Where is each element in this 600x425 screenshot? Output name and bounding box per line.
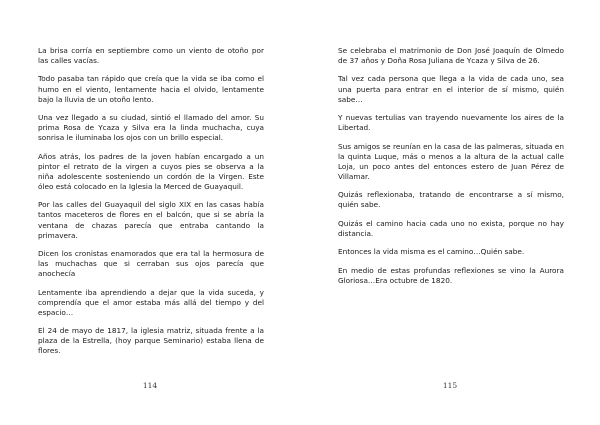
- paragraph: Entonces la vida misma es el camino…Quién sabe.: [338, 247, 525, 257]
- page-number: 114: [142, 381, 158, 390]
- left-page-text: [38, 46, 264, 365]
- paragraph: Sus amigos se reunían en la casa de las palmeras, situada en la quinta Luque, más o menos a la altura de la actual calle Loja, un poco antes del entonces estero de Juan Pérez de Villamar.: [338, 141, 564, 181]
- page-number: 115: [442, 381, 458, 390]
- paragraph: Por las calles del Guayaquil del siglo XIX en las casas había tantos maceteros de flores en el balcón, que si se abría la ventana de chazas parecía que entraba cantando la primavera.: [38, 200, 264, 240]
- paragraph: Quizás el camino hacia cada uno no exista, porque no hay distancia.: [338, 218, 564, 238]
- paragraph: En medio de estas profundas reflexiones se vino la Aurora Gloriosa…Era octubre de 1820.: [338, 265, 564, 285]
- paragraph: La brisa corría en septiembre como un viento de otoño por las calles vacías.: [38, 46, 264, 66]
- right-page: [300, 0, 600, 425]
- paragraph: Dicen los cronistas enamorados que era tal la hermosura de las muchachas que si cerraban sus ojos parecía que anochecía: [38, 248, 264, 279]
- right-page-text: [338, 46, 564, 294]
- paragraph: Y nuevas tertulias van trayendo nuevamente los aires de la Libertad.: [338, 113, 564, 133]
- paragraph: Todo pasaba tan rápido que creía que la vida se iba como el humo en el viento, lentamente hacia el olvido, lentamente bajo la lluvia de un otoño lento.: [38, 74, 264, 104]
- paragraph: Una vez llegado a su ciudad, sintió el llamado del amor. Su prima Rosa de Ycaza y Silva era la linda muchacha, cuya sonrisa le iluminaba los ojos con un brillo especial.: [38, 113, 264, 143]
- paragraph: Años atrás, los padres de la joven habían encargado a un pintor el retrato de la virgen a cuyos pies se observa a la niña adolescente sosteniendo un cordón de la Virgen. Este óleo está colocado en la Iglesia la Merced de Guayaquil.: [38, 151, 264, 191]
- paragraph: Lentamente iba aprendiendo a dejar que la vida suceda, y comprendía que el amor estaba más allá del tiempo y del espacio…: [38, 287, 264, 317]
- paragraph: Tal vez cada persona que llega a la vida de cada uno, sea una puerta para entrar en el interior de sí mismo, quién sabe…: [338, 74, 564, 104]
- paragraph: El 24 de mayo de 1817, la iglesia matriz, situada frente a la plaza de la Estrella, (hoy parque Seminario) estaba llena de flores.: [38, 326, 264, 356]
- paragraph: Se celebraba el matrimonio de Don José Joaquín de Olmedo de 37 años y Doña Rosa Juliana de Ycaza y Silva de 26.: [338, 46, 564, 66]
- paragraph: Quizás reflexionaba, tratando de encontrarse a sí mismo, quién sabe.: [338, 190, 564, 210]
